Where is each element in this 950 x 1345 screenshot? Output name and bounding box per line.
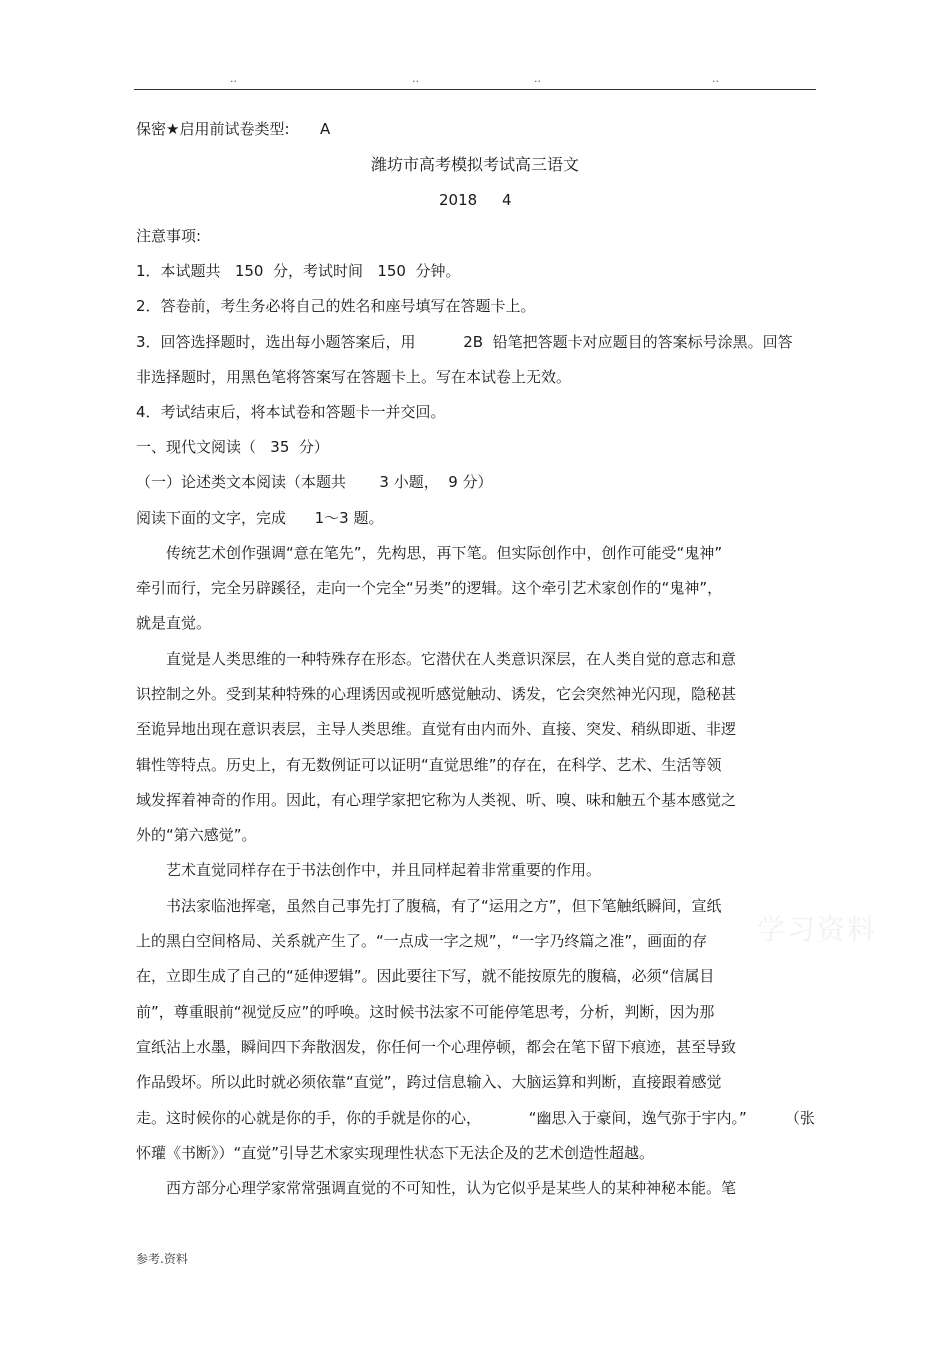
header-dot: ..	[230, 72, 237, 85]
passage-line: 识控制之外。受到某种特殊的心理诱因或视听感觉触动、诱发，它会突然神光闪现，隐秘甚	[136, 685, 737, 703]
notice-item: 3．回答选择题时，选出每小题答案后，用 2B 铅笔把答题卡对应题目的答案标号涂黑。回答	[136, 333, 793, 351]
passage-line: 作品毁坏。所以此时就必须依靠“直觉”，跨过信息输入、大脑运算和判断，直接跟着感觉	[136, 1073, 722, 1091]
passage-line: 前”，尊重眼前“视觉反应”的呼唤。这时候书法家不可能停笔思考，分析，判断，因为那	[136, 1003, 715, 1021]
passage-line: 牵引而行，完全另辟蹊径，走向一个完全“另类”的逻辑。这个牵引艺术家创作的“鬼神”，	[136, 579, 723, 597]
header-dot: ..	[534, 72, 541, 85]
passage-line: 直觉是人类思维的一种特殊存在形态。它潜伏在人类意识深层，在人类自觉的意志和意	[166, 650, 737, 668]
passage-line: 在，立即生成了自己的“延伸逻辑”。因此要往下写，就不能按原先的腹稿，必须“信属目	[136, 967, 715, 985]
header-dot: ..	[412, 72, 419, 85]
passage-line: 就是直觉。	[136, 614, 212, 632]
section-instruction: 阅读下面的文字，完成 1～3 题。	[136, 509, 384, 527]
confidential-label: 保密★启用前试卷类型:	[136, 120, 290, 138]
notice-item: 1．本试题共 150 分，考试时间 150 分钟。	[136, 262, 461, 280]
passage-line: 怀瓘《书断》）“直觉”引导艺术家实现理性状态下无法企及的艺术创造性超越。	[136, 1144, 655, 1162]
exam-month: 4	[502, 191, 512, 209]
section-subheading: （一）论述类文本阅读（本题共 3 小题， 9 分）	[136, 473, 493, 491]
header-dot: ..	[712, 72, 719, 85]
passage-line: 书法家临池挥毫，虽然自己事先打了腹稿，有了“运用之方”，但下笔触纸瞬间，宣纸	[166, 897, 722, 915]
passage-line: 上的黑白空间格局、关系就产生了。“一点成一字之规”，“一字乃终篇之准”，画面的存	[136, 932, 708, 950]
header-rule	[134, 89, 816, 90]
section-heading: 一、现代文阅读（ 35 分）	[136, 438, 329, 456]
passage-line: 宣纸沾上水墨，瞬间四下奔散洇发，你任何一个心理停顿，都会在笔下留下痕迹，甚至导致	[136, 1038, 737, 1056]
exam-type-value: A	[320, 120, 331, 138]
notice-item: 2．答卷前，考生务必将自己的姓名和座号填写在答题卡上。	[136, 297, 536, 315]
exam-year: 2018	[439, 191, 478, 209]
notice-item: 非选择题时，用黑色笔将答案写在答题卡上。写在本试卷上无效。	[136, 368, 572, 386]
page-title: 潍坊市高考模拟考试高三语文	[370, 155, 579, 174]
passage-line: 西方部分心理学家常常强调直觉的不可知性，认为它似乎是某些人的某种神秘本能。笔	[166, 1179, 737, 1197]
notice-item: 4．考试结束后，将本试卷和答题卡一并交回。	[136, 403, 446, 421]
passage-line: 传统艺术创作强调“意在笔先”，先构思，再下笔。但实际创作中，创作可能受“鬼神”	[166, 544, 723, 562]
passage-line: 走。这时候你的心就是你的手，你的手就是你的心， “幽思入于豪间，逸气弥于宇内。” （张	[136, 1109, 815, 1127]
footer-label: 参考.资料	[136, 1252, 188, 1266]
passage-line: 外的“第六感觉”。	[136, 826, 257, 844]
notice-heading: 注意事项:	[136, 227, 202, 245]
watermark-text: 学习资料	[757, 913, 878, 946]
passage-line: 域发挥着神奇的作用。因此，有心理学家把它称为人类视、听、嗅、味和触五个基本感觉之	[136, 791, 737, 809]
passage-line: 辑性等特点。历史上，有无数例证可以证明“直觉思维”的存在，在科学、艺术、生活等领	[136, 756, 722, 774]
passage-line: 至诡异地出现在意识表层，主导人类思维。直觉有由内而外、直接、突发、稍纵即逝、非逻	[136, 720, 737, 738]
passage-line: 艺术直觉同样存在于书法创作中，并且同样起着非常重要的作用。	[166, 861, 602, 879]
